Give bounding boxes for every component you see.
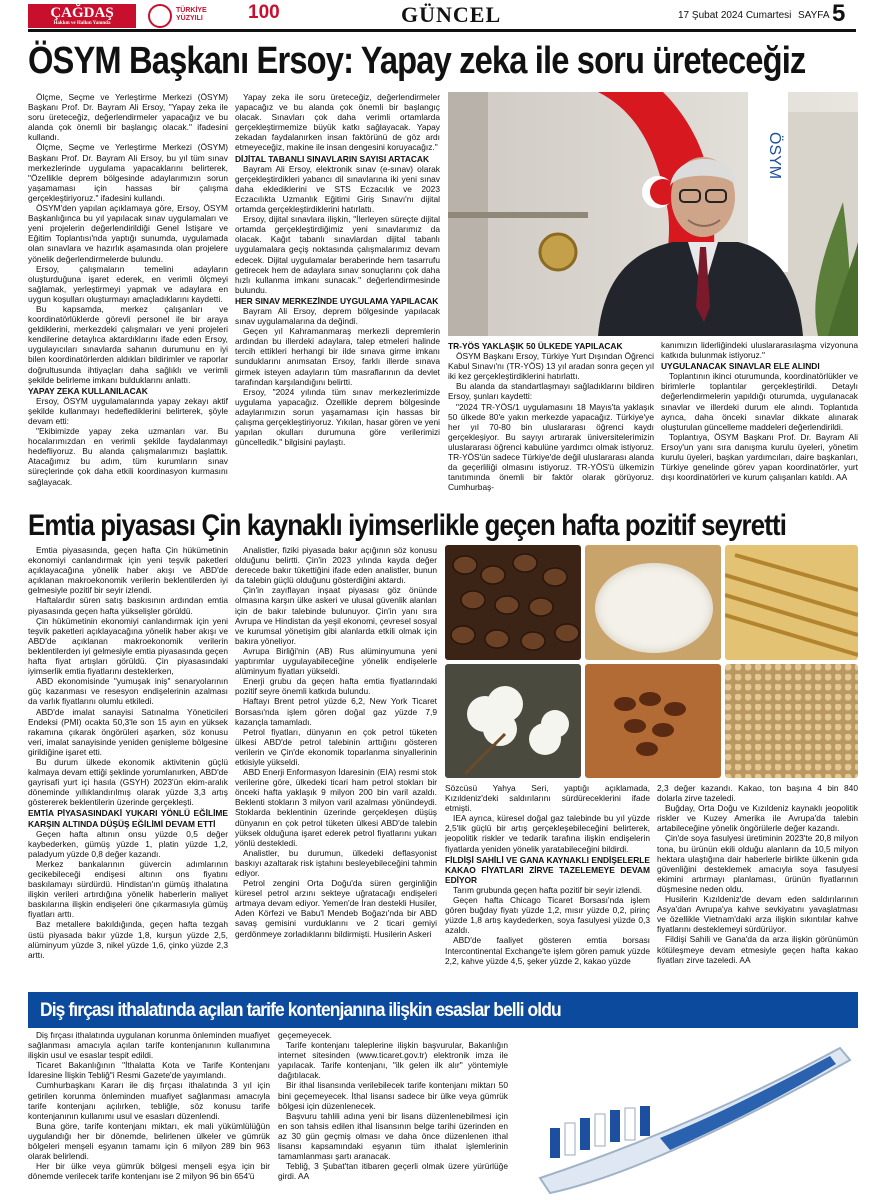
headline-dis-fircasi[interactable]: Diş fırçası ithalatında açılan tarife kontenjanına ilişkin esaslar belli oldu bbox=[40, 1000, 561, 1021]
turkiye-yuzyili-logo: TÜRKİYE YÜZYILI bbox=[148, 4, 238, 28]
article2-column-1 bbox=[28, 545, 228, 985]
paragraph: Sözcüsü Yahya Seri, yaptığı açıklamada, Kızıldeniz'deki saldırılarını sürdüreceklerini ifade etmişti. bbox=[445, 783, 650, 814]
page-label: SAYFA bbox=[798, 10, 830, 21]
paragraph: ABD Enerji Enformasyon İdaresinin (EIA) resmi stok verilerine göre, ülkedeki ticari ham petrol stokları bir önceki hafta yaklaşık 9 milyon 200 bin varil azaldı. Beklenti stokların 3 milyon varil azalması yönündeydi. Stoklarda beklentinin üzerinde gerçekleşen düşüş dünyanın en çok petrol tüketen ülkesi ABD'de talebin yüksek olduğuna işaret ederek petrol fiyatlarını yukarı yönlü destekledi. bbox=[235, 767, 437, 848]
paragraph: Petrol fiyatları, dünyanın en çok petrol tüketen ülkesi ABD'de petrol talebinin arttığını gösteren verilerin ve Çin'de ekonomik toparlanma sinyallerinin etkisiyle yükseldi. bbox=[235, 726, 437, 767]
toothbrush-photo bbox=[510, 1028, 858, 1196]
paragraph: Petrol zengini Orta Doğu'da süren gerginliğin küresel petrol arzını sekteye uğratacağı endişeleri artmaya devam ediyor. Yemen'de İran destekli Husiler, Aden Körfezi ve Babu'l Mendeb Boğazı'nda bir ABD savaş gemisini vurduklarını ve 2 ticari gemiyi gerdönmeye zorladıklarını bildirmişti. Husilerin Askeri bbox=[235, 878, 437, 939]
subheading: YAPAY ZEKA KULLANILACAK bbox=[28, 385, 148, 396]
rice-photo bbox=[585, 545, 721, 660]
paragraph: Emtia piyasasında, geçen hafta Çin hükümetinin ekonomiyi canlandırmak için yeni teşvik paketleri açıklayacağına yönelik haber akışı ve ABD'de açıklanan makroekonomik verilerin beklentilerden iyi gelmesiyle pozitif bir seyir izlendi. bbox=[28, 545, 228, 596]
cocoa-beans-photo bbox=[585, 664, 721, 778]
coffee-beans-photo bbox=[445, 545, 581, 660]
paragraph: kanımızın liderliğindeki uluslararasılaşma vizyonuna katkıda bulunmak istiyoruz." bbox=[661, 340, 858, 361]
paragraph: Ersoy, "2024 yılında tüm sınav merkezlerimizde uygulama yapacağız. Özellikle deprem bölgesinde adaylarımızın sorun yaşamaması için hassas bir çalışma gerçekleştiriyoruz. Yıkılan, hasar gören ve yeni yapılan okulları durumuna göre verilerimizi güncelledik." bilgisini paylaştı. bbox=[235, 386, 440, 448]
paragraph: Bu kapsamda, merkez çalışanları ve koordinatörlüklerde görevli personel ile bir araya geldiklerini, merkezdeki çalışmaları ve yeni projeleri kendilerine detaylıca aktardıklarını ifade eden Ersoy, uygulayıcıları sınavlarda sahanın durumunu en iyi bilen koordinatörlerden aldıkları bildirimler ve raporlar doğrultusunda ihtiyaçları daha sağlıklı ve verimli şekilde belirleme imkanı bulduklarını anlattı. bbox=[28, 303, 228, 385]
issue-date: 17 Şubat 2024 Cumartesi bbox=[678, 10, 792, 21]
paragraph: Toplantının ikinci oturumunda, koordinatörlükler ve birimlerle toplantılar gerçekleştirildi. Detaylı değerlendirmelerin yapıldığı oturumda, uygulanacak sınavlar ve illerdeki durum ele alındı. Toplantıda ayrıca, daha önceki sınavlar dikkate alınarak oluşturulan güncelleme maddeleri değerlendirildi. bbox=[661, 371, 858, 432]
paragraph: Ersoy, çalışmaların temelini adayların oluşturduğuna işaret ederek, en verimli ölçmeyi sağlamak, yerleştirmeyi yapmak ve adaylara en uygun koşulları oluşturmayı amaçladıklarını kaydetti. bbox=[28, 263, 228, 304]
soybeans-photo bbox=[725, 664, 858, 778]
paragraph: Ticaret Bakanlığının "İthalatta Kota ve Tarife Kontenjanı İdaresine İlişkin Tebliğ"i Resmi Gazete'de yayımlandı. bbox=[28, 1060, 270, 1081]
headline-emtia[interactable]: Emtia piyasası Çin kaynaklı iyimserlikle geçen hafta pozitif seyretti bbox=[28, 509, 786, 542]
subheading: EMTİA PİYASASINDAKİ YUKARI YÖNLÜ EĞİLİME KARŞIN ALTINDA DÜŞÜŞ EĞİLİMİ DEVAM ETTİ bbox=[28, 808, 228, 829]
coffee-beans-icon bbox=[445, 545, 581, 660]
paragraph: Çin'de soya fasulyesi üretiminin 2023'te 20,8 milyon tona, bu ürünün ekili olduğu alanların da 10,5 milyon hektara ulaştığına dair haberlerle birlikte ülkenin gıda güvenliğini desteklemek amacıyla soya fasulyesi ekimini artırmayı planlaması, ürünün fiyatlarının düşmesine neden oldu. bbox=[657, 833, 858, 894]
subheading: TR-YÖS YAKLAŞIK 50 ÜLKEDE YAPILACAK bbox=[448, 341, 623, 351]
page-number: 5 bbox=[832, 0, 846, 27]
paragraph: Bir ithal lisansında verilebilecek tarife kontenjanı miktarı 50 bini geçemeyecek. İthal lisansı sadece bir ülke veya gümrük bölgesi için düzenlenecek. bbox=[278, 1080, 508, 1111]
paragraph: Ölçme, Seçme ve Yerleştirme Merkezi (ÖSYM) Başkanı Prof. Dr. Bayram Ali Ersoy, "Yapay zeka ile soru üreteceğiz, değerlendirmeler yapacağız ve bu alanda çok önemli bir başlangıç olacak." ifadesini kullandı. bbox=[28, 92, 228, 143]
photo-osym-president bbox=[448, 92, 858, 336]
paragraph: Buna göre, tarife kontenjanı miktarı, ek mali yükümlülüğün uygulandığı her bir dönemde, belirlenen ülkeler ve gümrük bölgeleri menşeli eşyanın tamamı için 6 milyon 289 bin 963 olarak belirlendi. bbox=[28, 1120, 270, 1162]
paragraph: ÖSYM Başkanı Ersoy, Türkiye Yurt Dışından Öğrenci Kabul Sınavı'nı (TR-YÖS) 13 yıl aradan sonra geçen yıl iki kez gerçekleştirdiklerini hatırlattı. bbox=[448, 351, 654, 382]
paragraph: Tarife kontenjanı taleplerine ilişkin başvurular, Bakanlığın internet sitesinden (www.ticaret.gov.tr) elektronik imza ile yapılacak. Tarife kontenjanı, "ilk gelen ilk alır" yöntemiyle dağıtılacak. bbox=[278, 1040, 508, 1081]
cotton-icon bbox=[445, 664, 581, 778]
paragraph: ABD'de imalat sanayisi Satınalma Yöneticileri Endeksi (PMI) ocakta 50,3'le son 15 ayın en yüksek rakamına çıkarak öngörüleri aşarken, söz konusu veri, imalat sanayisinde yeniden genişleme bölgesine girildiğine işaret etti. bbox=[28, 706, 228, 757]
anniversary-logo: 100 bbox=[248, 2, 280, 23]
paragraph: Buğday, Orta Doğu ve Kızıldeniz kaynaklı jeopolitik riskler ve Kuzey Amerika ile Avrupa'da talebin artabileceğine yönelik öngörülerle değer kazandı. bbox=[657, 803, 858, 834]
wheat-photo bbox=[725, 545, 858, 660]
article2-column-2 bbox=[235, 545, 437, 985]
svg-text:ÖSYM: ÖSYM bbox=[766, 132, 783, 180]
paragraph: ÖSYM'den yapılan açıklamaya göre, Ersoy, ÖSYM Başkanlığınca bu yıl yapılacak sınav uygulamaları ve yeni projelerin değerlendirildiği Genel İstişare ve Eğitim Toplantısı'nda yaptığı sunumda, uygulamada olan sınavlara ve hazırlık aşamasında olan projelere yönelik değerlendirmelerde bulundu. bbox=[28, 203, 228, 264]
subheading: DİJİTAL TABANLI SINAVLARIN SAYISI ARTACAK bbox=[235, 153, 430, 164]
wheat-icon bbox=[725, 545, 858, 660]
article2-column-4 bbox=[657, 783, 858, 983]
paragraph: "2024 TR-YÖS/1 uygulamasını 18 Mayıs'ta yaklaşık 50 ülkede 80'e yakın merkezde yapacağız. Türkiye'ye her yıl 70-80 bin uluslararası öğrenci kaydı gerçekleşiyor. Bu sayıyı artırarak üniversitelerimizin uluslararası öğrenci kabulüne yardımcı olmak istiyoruz. TR-YÖS'ün sadece Türkiye'de değil uluslararası alanda da geçerliliği olmasını istiyoruz. TR-YÖS'ü ülkemizin tanıtımında önemli bir faktör olarak görüyoruz. Cumhurbaş- bbox=[448, 401, 654, 493]
section-title: GÜNCEL bbox=[401, 2, 502, 27]
subheading: FİLDİŞİ SAHİLİ VE GANA KAYNAKLI ENDİŞELERLE KAKAO FİYATLARI ZİRVE TAZELEMEYE DEVAM EDİYOR bbox=[445, 854, 650, 885]
paragraph: Geçen hafta Chicago Ticaret Borsası'nda işlem gören buğday fiyatı yüzde 1,2, mısır yüzde 0,2, pirinç yüzde 1,8 artış kaydederken, soya fasulyesi yüzde 0,3 azaldı. bbox=[445, 895, 650, 936]
paragraph: Çin'in zayıflayan inşaat piyasası göz önünde olmasına karşın ülke askeri ve ulusal güvenlik alanları için de bakır talebinde bulunuyor. Çin'in yanı sıra Avrupa ve Hindistan da yeşil ekonomi, çevresel sosyal ve kurumsal yönetişim gibi alanlarda etkili olmak için bakıra yöneliyor. bbox=[235, 585, 437, 646]
article2-column-3 bbox=[445, 783, 650, 983]
commodities-photo-grid bbox=[445, 545, 858, 778]
paragraph: Haftalardır süren satış baskısının ardından emtia piyasasında geçen hafta yükselişler görüldü. bbox=[28, 595, 228, 616]
masthead bbox=[28, 2, 856, 32]
article1-column-4 bbox=[661, 340, 858, 502]
paragraph: Haftayı Brent petrol yüzde 6,2, New York Ticaret Borsası'nda işlem gören doğal gaz yüzde 7,9 kazançla tamamladı. bbox=[235, 696, 437, 727]
paragraph: Çin hükümetinin ekonomiyi canlandırmak için yeni teşvik paketleri açıklayacağına yönelik haber akışı ve ABD'de açıklanan makroekonomik verilerin beklentilerden iyi gelmesiyle emtia piyasasında geçen hafta fiyat artışları görüldü. Çin piyasasındaki iyimserlik emtia fiyatlarını desteklerken, bbox=[28, 615, 228, 677]
paragraph: Tebliğ, 3 Şubat'tan itibaren geçerli olmak üzere yürürlüğe girdi. AA bbox=[278, 1161, 508, 1182]
paragraph: Analistler, fiziki piyasada bakır açığının söz konusu olduğunu belirtti. Çin'in 2023 yılında kayda değer derecede bakır tükettiğini ifade eden analistler, bunun da talebin güçlü olduğunu gösterdiğini aktardı. bbox=[235, 545, 437, 586]
paragraph: Her bir ülke veya gümrük bölgesi menşeli eşya için bir dönemde verilecek tarife kontenjanı ise 2 milyon 96 bin 654'ü bbox=[28, 1161, 270, 1182]
paragraph: Enerji grubu da geçen hafta emtia fiyatlarındaki pozitif seyre önemli katkıda bulundu. bbox=[235, 676, 437, 697]
toothbrush-icon bbox=[510, 1028, 858, 1196]
paragraph: Cumhurbaşkanı Kararı ile diş fırçası ithalatında 3 yıl için getirilen korunma önleminden muafiyet sağlanması amacıyla tarife kontenjanı açılırken, tebliğle, söz konusu tarife kontenjanının kullanımı usul ve esasları düzenlendi. bbox=[28, 1080, 270, 1121]
cocoa-icon bbox=[585, 664, 721, 778]
paragraph: ABD'de faaliyet gösteren emtia borsası Intercontinental Exchange'te işlem gören pamuk yüzde 2,2, kahve yüzde 4,5, şeker yüzde 2, kakao yüzde bbox=[445, 935, 650, 966]
interview-photo bbox=[448, 92, 858, 336]
newspaper-logo[interactable]: ÇAĞDAŞ Hakkın ve Halkın Yanında bbox=[28, 4, 136, 28]
paragraph: Bayram Ali Ersoy, deprem bölgesinde yapılacak sınav uygulamalarına da değindi. bbox=[235, 305, 440, 327]
paragraph: Merkez bankalarının güvercin adımlarının gecikebileceği endişesi altının ons fiyatını baskılamayı sürdürdü. Hindistan'ın gümüş ithalatına ilişkin verileri artırdığına yönelik haberlerin maliyet baskılarına ilişkin endişeleri öne çıkarmasıyla gümüş fiyatları arttı. bbox=[28, 858, 228, 920]
paragraph: IEA ayrıca, küresel doğal gaz talebinde bu yıl yüzde 2,5'lik güçlü bir artış gerçekleşebileceğini belirterek, jeopolitik riskler ve tedarik tarafına ilişkin endişelerin fiyatlarda yeniden yönelik yaratabileceğini bildirdi. bbox=[445, 813, 650, 854]
crescent-emblem-icon bbox=[148, 4, 172, 28]
paragraph: Bu alanda da standartlaşmayı sağladıklarını bildiren Ersoy, şunları kaydetti: bbox=[448, 381, 654, 402]
paragraph: Husilerin Kızıldeniz'de devam eden saldırılarının Asya'dan Avrupa'ya kahve sevkiyatını yavaşlatması ve özellikle Vietnam'daki arza ilişkin sıkıntılar kahve fiyatlarını desteklemeyi sürdürüyor. bbox=[657, 894, 858, 935]
paragraph: Toplantıya, ÖSYM Başkanı Prof. Dr. Bayram Ali Ersoy'un yanı sıra danışma kurulu üyeleri, yönetim kurulu üyeleri, başkan yardımcıları, daire başkanları, Türkiye genelinde görev yapan koordinatörler, yurt dışı koordinatörleri ve kurum çalışanları katıldı. AA bbox=[661, 431, 858, 483]
article1-column-1 bbox=[28, 92, 228, 500]
paragraph: Diş fırçası ithalatında uygulanan korunma önleminden muafiyet sağlanması amacıyla açılan tarife kontenjanının kullanımına ilişkin usul ve esaslar tespit edildi. bbox=[28, 1030, 270, 1061]
article3-column-1 bbox=[28, 1030, 270, 1190]
article1-column-3 bbox=[448, 340, 654, 502]
paragraph: 2,3 değer kazandı. Kakao, ton başına 4 bin 840 dolarla zirve tazeledi. bbox=[657, 783, 858, 804]
paragraph: Baz metallere bakıldığında, geçen hafta tezgah üstü piyasada bakır yüzde 1,8, kurşun yüzde 2,5, alüminyum yüzde 3, nikel yüzde 1,6, çinko yüzde 2,3 arttı. bbox=[28, 919, 228, 960]
paragraph: Ersoy, ÖSYM uygulamalarında yapay zekayı aktif şekilde kullanmayı hedeflediklerini belirterek, şöyle devam etti: bbox=[28, 395, 228, 426]
paragraph: Ersoy, dijital sınavlara ilişkin, "İlerleyen süreçte dijital ortamda gerçekleştirdiğimiz yeni sınavlarımız da olacak. Kağıt tabanlı sınavlardan dijital tabanlı uygulamalara geçiş noktasında çalışmalarımız devam edecek. Dijital uygulamalar beraberinde hem tasarrufu getirecek hem de adaylara sınav sonuçlarını çok daha hızlı kullanma imkanı sunacak." değerlendirmesinde bulundu. bbox=[235, 214, 440, 295]
paragraph: Ölçme, Seçme ve Yerleştirme Merkezi (ÖSYM) Başkanı Prof. Dr. Bayram Ali Ersoy, bu yıl tüm sınav merkezlerinde uygulama yapacaklarını belirterek, "Özellikle deprem bölgesinde adaylarımızın sorun yaşamaması için hassas bir çalışma gerçekleştiriyoruz." ifadesini kullandı. bbox=[28, 142, 228, 203]
article1-column-2 bbox=[235, 92, 440, 500]
paragraph: Yapay zeka ile soru üreteceğiz, değerlendirmeler yapacağız ve bu alanda çok önemli bir başlangıç olacak. Sınavları çok daha verimli ortamlarda gerçekleştirmemize büyük katkı sağlayacak. Yapay zekadan faydalanırken insan faktörünü de göz ardı etmeyeceğiz, makine ile insan dengesini koruyacağız." bbox=[235, 92, 440, 153]
paragraph: Geçen yıl Kahramanmaraş merkezli depremlerin ardından bu illerdeki adaylara, talep etmeleri halinde tercih ettikleri herhangi bir ilde sınava girme imkanı sunduklarını anımsatan Ersoy, farklı illerde sınava girmek isteyen adayların tüm masraflarının da devlet tarafından karşılandığını belirtti. bbox=[235, 326, 440, 387]
headline-osym[interactable]: ÖSYM Başkanı Ersoy: Yapay zeka ile soru üreteceğiz bbox=[28, 40, 806, 82]
paragraph: Analistler, bu durumun, ülkedeki deflasyonist baskıyı azaltarak risk iştahını besleyebileceğini tahmin ediyor. bbox=[235, 847, 437, 878]
cotton-photo bbox=[445, 664, 581, 778]
paragraph: Bu durum ülkede ekonomik aktivitenin güçlü kalmaya devam ettiği şeklinde yorumlanırken, ABD'de gayrisafi yurt içi hasıla (GSYH) 2023'ün ekim-aralık döneminde yıllıklandırılmış olarak yüzde 3,3 artış göstererek beklentilerin üzerinde gerçekleşti. bbox=[28, 756, 228, 808]
subheading: HER SINAV MERKEZİNDE UYGULAMA YAPILACAK bbox=[235, 295, 439, 306]
paragraph: geçemeyecek. bbox=[278, 1030, 332, 1040]
paragraph: ABD ekonomisinde "yumuşak iniş" senaryolarının güç kazanması ve resesyon endişelerinin azalması da varlık fiyatlarını olumlu etkiledi. bbox=[28, 676, 228, 707]
article3-column-2 bbox=[278, 1030, 508, 1190]
paragraph: Fildişi Sahili ve Gana'da da arza ilişkin görünümün kötüleşmeye devam etmesiyle geçen hafta kakao fiyatları zirve tazeledi. AA bbox=[657, 934, 858, 965]
paragraph: "Ekibimizde yapay zeka uzmanları var. Bu hocalarımızdan en verimli şekilde faydalanmayı hedefliyoruz. Bu alanda çalışmalarımızı başlattık. Atacağımız bu adım, tüm kurumların sınav süreçlerinde çok daha etkili koordinasyon kurmasını sağlayacak. bbox=[28, 426, 228, 487]
paragraph: Tarım grubunda geçen hafta pozitif bir seyir izlendi. bbox=[453, 884, 643, 895]
paragraph: Avrupa Birliği'nin (AB) Rus alüminyumuna yeni yaptırımlar uygulayabileceğine yönelik endişelerle alüminyum fiyatları yükseldi. bbox=[235, 645, 437, 677]
paragraph: Geçen hafta altının onsu yüzde 0,5 değer kaybederken, gümüş yüzde 1, platin yüzde 1,2, paladyum yüzde 0,8 değer kazandı. bbox=[28, 828, 228, 859]
paragraph: Bayram Ali Ersoy, elektronik sınav (e-sınav) olarak gerçekleştirdikleri yabancı dil sınavlarına iki yeni sınav daha eklediklerini ve STS Eczacılık ve 2023 Eczacılıkta Uzmanlık Eğitimi Giriş Sınavı'nı dijital ortamda gerçekleştirdiklerini hatırlattı. bbox=[235, 163, 440, 215]
paragraph: Başvuru tahlili adına yeni bir lisans düzenlenebilmesi için en son tahsis edilen ithal lisansının belge tarihi üzerinden en az 30 gün geçmiş olması ve daha önce düzenlenen ithal lisansı kapsamındaki eşyanın tüm ithalat işlemlerinin tamamlanması şartı aranacak. bbox=[278, 1110, 508, 1162]
subheading: UYGULANACAK SINAVLAR ELE ALINDI bbox=[661, 361, 820, 372]
